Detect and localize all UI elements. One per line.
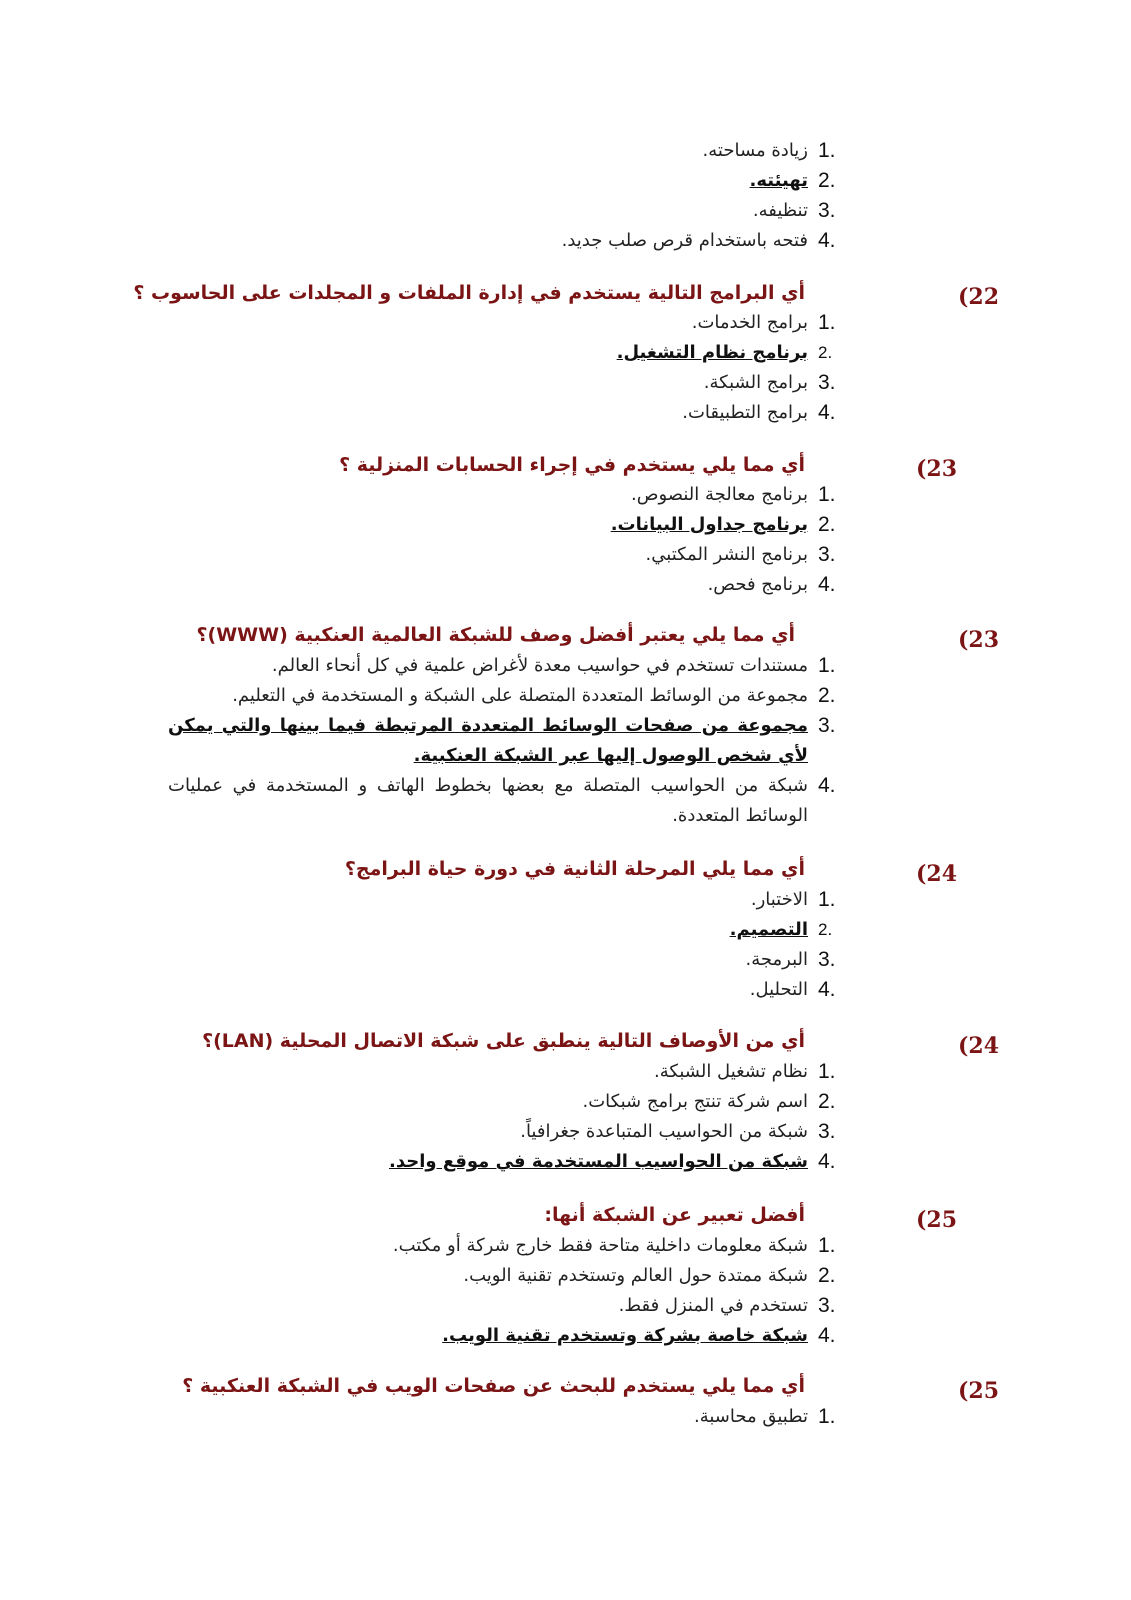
list-item	[168, 540, 844, 570]
option-text-answer: مجموعة من صفحات الوسائط المتعددة المرتبطة فيما بينها والتي يمكن لأي شخص الوصول إليها عبر الشبكة العنكبية.	[168, 715, 808, 766]
list-item	[168, 510, 844, 540]
top-options	[168, 136, 844, 256]
question-text: أي مما يلي يعتبر أفضل وصف للشبكة العالمية العنكبية (WWW)؟	[196, 624, 795, 646]
options-list	[168, 480, 844, 600]
option-number: 1.	[818, 888, 836, 911]
option-number: 4.	[818, 1324, 836, 1347]
list-item	[168, 226, 844, 256]
question-text: أي مما يلي المرحلة الثانية في دورة حياة البرامج؟	[344, 858, 805, 880]
option-number: 2.	[818, 684, 836, 707]
option-text: اسم شركة تنتج برامج شبكات.	[582, 1091, 808, 1112]
option-number: 2.	[818, 513, 836, 536]
question-text: أفضل تعبير عن الشبكة أنها:	[544, 1204, 805, 1226]
list-item	[168, 711, 844, 771]
option-number: 1.	[818, 311, 836, 334]
list-item	[168, 885, 844, 915]
option-number: 4.	[818, 774, 836, 797]
option-number: 3.	[818, 714, 836, 737]
option-text: الاختبار.	[750, 889, 808, 910]
option-text-answer: التصميم.	[729, 919, 808, 940]
list-item	[168, 480, 844, 510]
option-number: 2.	[818, 1264, 836, 1287]
question-number: (23	[958, 627, 1000, 653]
option-number: 3.	[818, 543, 836, 566]
option-number: 2.	[818, 169, 836, 192]
option-number: 1.	[818, 1060, 836, 1083]
option-text: التحليل.	[749, 979, 808, 1000]
question-number: (25	[916, 1207, 958, 1233]
option-number: 3.	[818, 371, 836, 394]
option-text: برنامج فحص.	[707, 574, 808, 595]
option-text: نظام تشغيل الشبكة.	[654, 1061, 808, 1082]
option-number: 1.	[818, 1405, 836, 1428]
option-text: تنظيفه.	[752, 200, 808, 221]
option-text: فتحه باستخدام قرص صلب جديد.	[561, 230, 808, 251]
option-number: 4.	[818, 573, 836, 596]
option-text: برامج الشبكة.	[703, 372, 808, 393]
question-text: أي البرامج التالية يستخدم في إدارة الملفات و المجلدات على الحاسوب ؟	[133, 282, 805, 304]
list-item	[168, 1261, 844, 1291]
list-item	[168, 136, 844, 166]
option-text-answer: برنامج جداول البيانات.	[610, 514, 808, 535]
option-text: برامج التطبيقات.	[682, 402, 808, 423]
option-text-answer: شبكة من الحواسيب المستخدمة في موقع واحد.	[388, 1151, 808, 1172]
option-text: تطبيق محاسبة.	[693, 1406, 808, 1427]
list-item	[168, 1087, 844, 1117]
question-number: (24	[916, 861, 958, 887]
options-list	[168, 885, 844, 1005]
question-number: (22	[958, 284, 1000, 310]
option-text-answer: برنامج نظام التشغيل.	[616, 342, 808, 363]
option-number: 3.	[818, 1294, 836, 1317]
list-item	[168, 368, 844, 398]
option-text: مجموعة من الوسائط المتعددة المتصلة على الشبكة و المستخدمة في التعليم.	[232, 685, 808, 706]
option-number: 2.	[818, 1090, 836, 1113]
list-item	[168, 1231, 844, 1261]
option-number: 2.	[818, 920, 833, 939]
option-text: تستخدم في المنزل فقط.	[618, 1295, 808, 1316]
option-text: برنامج النشر المكتبي.	[645, 544, 808, 565]
option-number: 3.	[818, 1120, 836, 1143]
option-text: برنامج معالجة النصوص.	[630, 484, 808, 505]
option-number: 3.	[818, 948, 836, 971]
list-item	[168, 681, 844, 711]
option-text: مستندات تستخدم في حواسيب معدة لأغراض علمية في كل أنحاء العالم.	[271, 655, 808, 676]
list-item	[168, 570, 844, 600]
question-number: (25	[958, 1378, 1000, 1404]
question-number: (23	[916, 456, 958, 482]
list-item	[168, 338, 844, 368]
option-number: 1.	[818, 483, 836, 506]
option-number: 1.	[818, 654, 836, 677]
question-text: أي من الأوصاف التالية ينطبق على شبكة الاتصال المحلية (LAN)؟	[202, 1030, 805, 1052]
option-text-answer: تهيئته.	[749, 170, 808, 191]
list-item	[168, 1321, 844, 1351]
option-number: 4.	[818, 978, 836, 1001]
question-number: (24	[958, 1033, 1000, 1059]
options-list	[168, 308, 844, 428]
list-item	[168, 1117, 844, 1147]
list-item	[168, 771, 844, 831]
list-item	[168, 1402, 844, 1432]
options-list	[168, 1231, 844, 1351]
list-item	[168, 651, 844, 681]
list-item	[168, 398, 844, 428]
option-text-answer: شبكة خاصة بشركة وتستخدم تقنية الويب.	[442, 1325, 808, 1346]
option-number: 2.	[818, 343, 833, 362]
option-text: شبكة من الحواسيب المتباعدة جغرافياً.	[520, 1121, 808, 1142]
list-item	[168, 1147, 844, 1177]
list-item	[168, 945, 844, 975]
list-item	[168, 1057, 844, 1087]
option-number: 3.	[818, 199, 836, 222]
list-item	[168, 915, 844, 945]
options-list	[168, 1057, 844, 1177]
option-text: شبكة معلومات داخلية متاحة فقط خارج شركة أو مكتب.	[392, 1235, 808, 1256]
options-list	[168, 651, 844, 831]
option-text: شبكة من الحواسيب المتصلة مع بعضها بخطوط الهاتف و المستخدمة في عمليات الوسائط المتعددة.	[168, 775, 808, 826]
option-text: البرمجة.	[745, 949, 808, 970]
options-list	[168, 1402, 844, 1432]
option-text: زيادة مساحته.	[702, 140, 808, 161]
list-item	[168, 196, 844, 226]
option-text: برامج الخدمات.	[691, 312, 808, 333]
option-text: شبكة ممتدة حول العالم وتستخدم تقنية الويب.	[463, 1265, 808, 1286]
option-number: 1.	[818, 139, 836, 162]
option-number: 4.	[818, 1150, 836, 1173]
option-number: 1.	[818, 1234, 836, 1257]
question-text: أي مما يلي يستخدم للبحث عن صفحات الويب في الشبكة العنكبية ؟	[182, 1375, 805, 1397]
question-text: أي مما يلي يستخدم في إجراء الحسابات المنزلية ؟	[339, 454, 805, 476]
list-item	[168, 308, 844, 338]
option-number: 4.	[818, 401, 836, 424]
list-item	[168, 166, 844, 196]
list-item	[168, 1291, 844, 1321]
option-number: 4.	[818, 229, 836, 252]
list-item	[168, 975, 844, 1005]
